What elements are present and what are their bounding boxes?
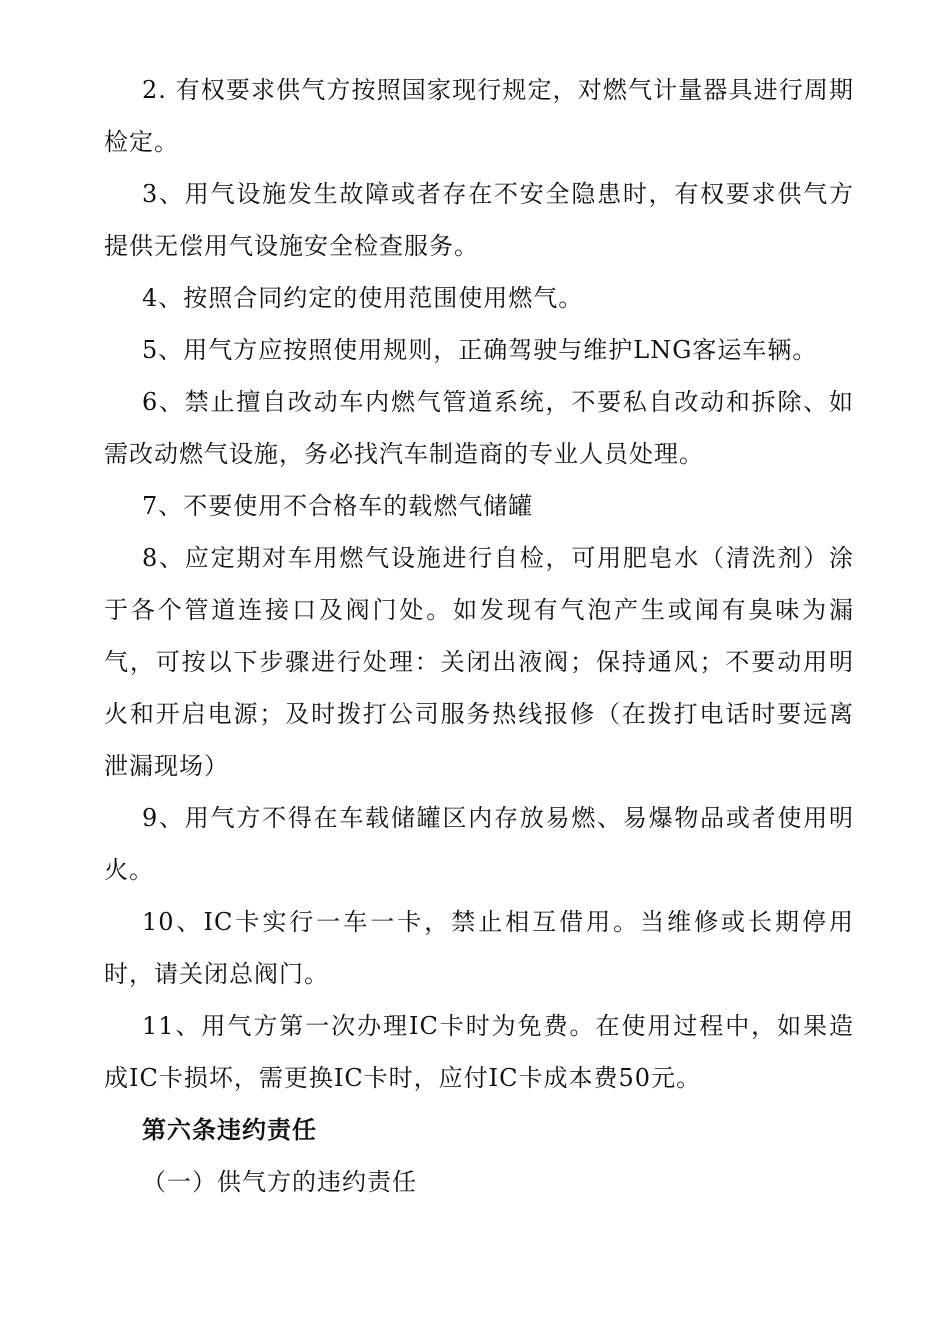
paragraph-10: 10、IC卡实行一车一卡，禁止相互借用。当维修或长期停用时，请关闭总阀门。 <box>104 908 854 988</box>
paragraph-11: 11、用气方第一次办理IC卡时为免费。在使用过程中，如果造 成IC卡损坏，需更换IC卡时，应付IC卡成本费50元。 <box>104 1012 863 1092</box>
paragraph-5: 5、用气方应按照使用规则，正确驾驶与维护LNG客运车辆。 <box>142 336 818 364</box>
paragraph-3: 3、用气设施发生故障或者存在不安全隐患时，有权要求供气方提供无偿用气设施安全检查服务。 <box>104 180 854 260</box>
paragraph-4: 4、按照合同约定的使用范围使用燃气。 <box>142 284 584 312</box>
paragraph-9: 9、用气方不得在车载储罐区内存放易燃、易爆物品或者使用明火。 <box>104 804 854 884</box>
paragraph-8: 8、应定期对车用燃气设施进行自检，可用肥皂水（清洗剂）涂于各个管道连接口及阀门处。如发现有气泡产生或闻有臭味为漏 气，可按以下步骤进行处理：关闭出液阀；保持通风；不要动用明 火和开启电源；及时拨打公司服务热线报修（在拨打电话时要远离 泄漏现场） <box>104 544 863 780</box>
paragraph-7: 7、不要使用不合格车的载燃气储罐 <box>142 492 534 520</box>
paragraph-6: 6、禁止擅自改动车内燃气管道系统，不要私自改动和拆除、如需改动燃气设施，务必找汽车制造商的专业人员处理。 <box>104 388 854 468</box>
subsection-heading: （一）供气方的违约责任 <box>142 1168 417 1196</box>
document-body <box>104 64 863 1208</box>
paragraph-2: 2. 有权要求供气方按照国家现行规定，对燃气计量器具进行周期检定。 <box>104 76 854 156</box>
section-heading: 第六条违约责任 <box>142 1115 317 1144</box>
